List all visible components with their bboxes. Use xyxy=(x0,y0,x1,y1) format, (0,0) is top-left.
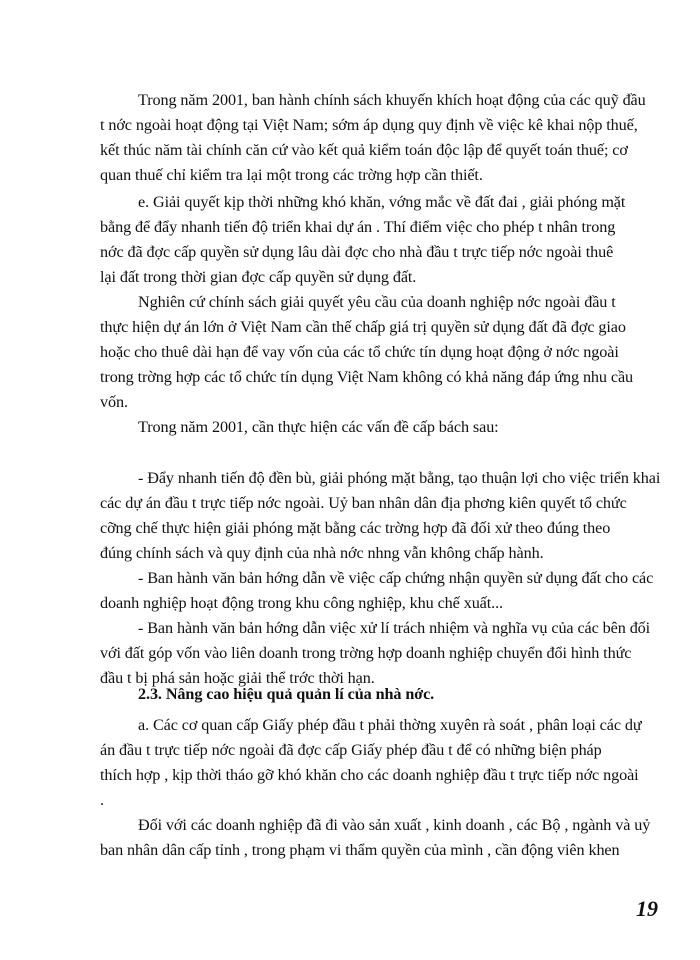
bullet-paragraph-2-continuation xyxy=(100,591,648,616)
paragraph-line: ban nhân dân cấp tỉnh , trong phạm vi thẩm quyền của mình , cần động viên khen xyxy=(100,841,620,859)
paragraph-line: - Ban hành văn bản hớng dẫn việc xử lí trách nhiệm và nghĩa vụ của các bên đối xyxy=(138,619,651,637)
paragraph-3-continuation xyxy=(100,315,648,415)
page-number: 19 xyxy=(636,896,658,921)
paragraph-line: đúng chính sách và quy định của nhà nớc nhng vẫn không chấp hành. xyxy=(100,544,544,562)
paragraph-line: thích hợp , kịp thời tháo gỡ khó khăn cho các doanh nghiệp đầu t trực tiếp nớc ngoài xyxy=(100,766,639,784)
paragraph-line: quan thuế chỉ kiểm tra lại một trong các trờng hợp cần thiết. xyxy=(100,166,483,184)
paragraph-line: lại đất trong thời gian đợc cấp quyền sử dụng đất. xyxy=(100,268,417,286)
paragraph-line: Trong năm 2001, cần thực hiện các vấn đề cấp bách sau: xyxy=(138,418,499,436)
paragraph-a xyxy=(138,713,648,738)
paragraph-line: Đối với các doanh nghiệp đã đi vào sản xuất , kinh doanh , các Bộ , ngành và uỷ xyxy=(138,816,651,834)
bullet-paragraph-3 xyxy=(138,616,651,641)
paragraph-1 xyxy=(138,88,648,113)
paragraph-4 xyxy=(138,415,648,440)
paragraph-line: a. Các cơ quan cấp Giấy phép đầu t phải thờng xuyên rà soát , phân loại các dự xyxy=(138,716,642,734)
paragraph-last-continuation xyxy=(100,838,648,863)
paragraph-line: đầu t bị phá sản hoặc giải thể trớc thời hạn. xyxy=(100,669,375,687)
paragraph-2-continuation xyxy=(100,215,648,290)
paragraph-line: bằng để đẩy nhanh tiến độ triển khai dự án . Thí điểm việc cho phép t nhân trong xyxy=(100,218,616,236)
paragraph-line: e. Giải quyết kịp thời những khó khăn, vớng mắc về đất đai , giải phóng mặt xyxy=(138,193,626,211)
paragraph-line: các dự án đầu t trực tiếp nớc ngoài. Uỷ ban nhân dân địa phơng kiên quyết tổ chức xyxy=(100,494,627,512)
paragraph-line: vốn. xyxy=(100,393,128,411)
paragraph-line: án đầu t trực tiếp nớc ngoài đã đợc cấp Giấy phép đầu t để có những biện pháp xyxy=(100,741,602,759)
section-heading xyxy=(138,682,648,707)
bullet-paragraph-2 xyxy=(138,566,654,591)
paragraph-line: doanh nghiệp hoạt động trong khu công nghiệp, khu chế xuất... xyxy=(100,594,504,612)
paragraph-2 xyxy=(138,190,648,215)
paragraph-line: kết thúc năm tài chính căn cứ vào kết quả kiểm toán độc lập để quyết toán thuế; cơ xyxy=(100,141,628,159)
section-heading-text: 2.3. Nâng cao hiệu quả quản lí của nhà nớc. xyxy=(138,685,435,703)
paragraph-line: - Ban hành văn bản hớng dẫn về việc cấp chứng nhận quyền sử dụng đất cho các xyxy=(138,569,654,587)
paragraph-line: Trong năm 2001, ban hành chính sách khuyến khích hoạt động của các quỹ đầu xyxy=(138,91,646,109)
paragraph-line: Nghiên cứ chính sách giải quyết yêu cầu của doanh nghiệp nớc ngoài đầu t xyxy=(138,293,616,311)
paragraph-1-continuation xyxy=(100,113,648,188)
paragraph-line: với đất góp vốn vào liên doanh trong trờng hợp doanh nghiệp chuyển đổi hình thức xyxy=(100,644,632,662)
paragraph-line: - Đẩy nhanh tiến độ đền bù, giải phóng mặt bằng, tạo thuận lợi cho việc triển khai xyxy=(138,469,661,487)
paragraph-last xyxy=(138,813,651,838)
paragraph-line: nớc đã đợc cấp quyền sử dụng lâu dài đợc cho nhà đầu t trực tiếp nớc ngoài thuê xyxy=(100,243,614,261)
paragraph-line: . xyxy=(100,791,104,809)
paragraph-a-continuation xyxy=(100,738,648,813)
bullet-paragraph-1 xyxy=(138,466,661,491)
paragraph-3 xyxy=(138,290,648,315)
bullet-paragraph-1-continuation xyxy=(100,491,648,566)
paragraph-line: t nớc ngoài hoạt động tại Việt Nam; sớm áp dụng quy định về việc kê khai nộp thuế, xyxy=(100,116,638,134)
paragraph-line: hoặc cho thuê dài hạn để vay vốn của các tổ chức tín dụng hoạt động ở nớc ngoài xyxy=(100,343,619,361)
paragraph-line: cỡng chế thực hiện giải phóng mặt bằng các trờng hợp đã đối xử theo đúng theo xyxy=(100,519,611,537)
paragraph-line: thực hiện dự án lớn ở Việt Nam cần thế chấp giá trị quyền sử dụng đất đã đợc giao xyxy=(100,318,626,336)
paragraph-line: trong trờng hợp các tổ chức tín dụng Việt Nam không có khả năng đáp ứng nhu cầu xyxy=(100,368,634,386)
